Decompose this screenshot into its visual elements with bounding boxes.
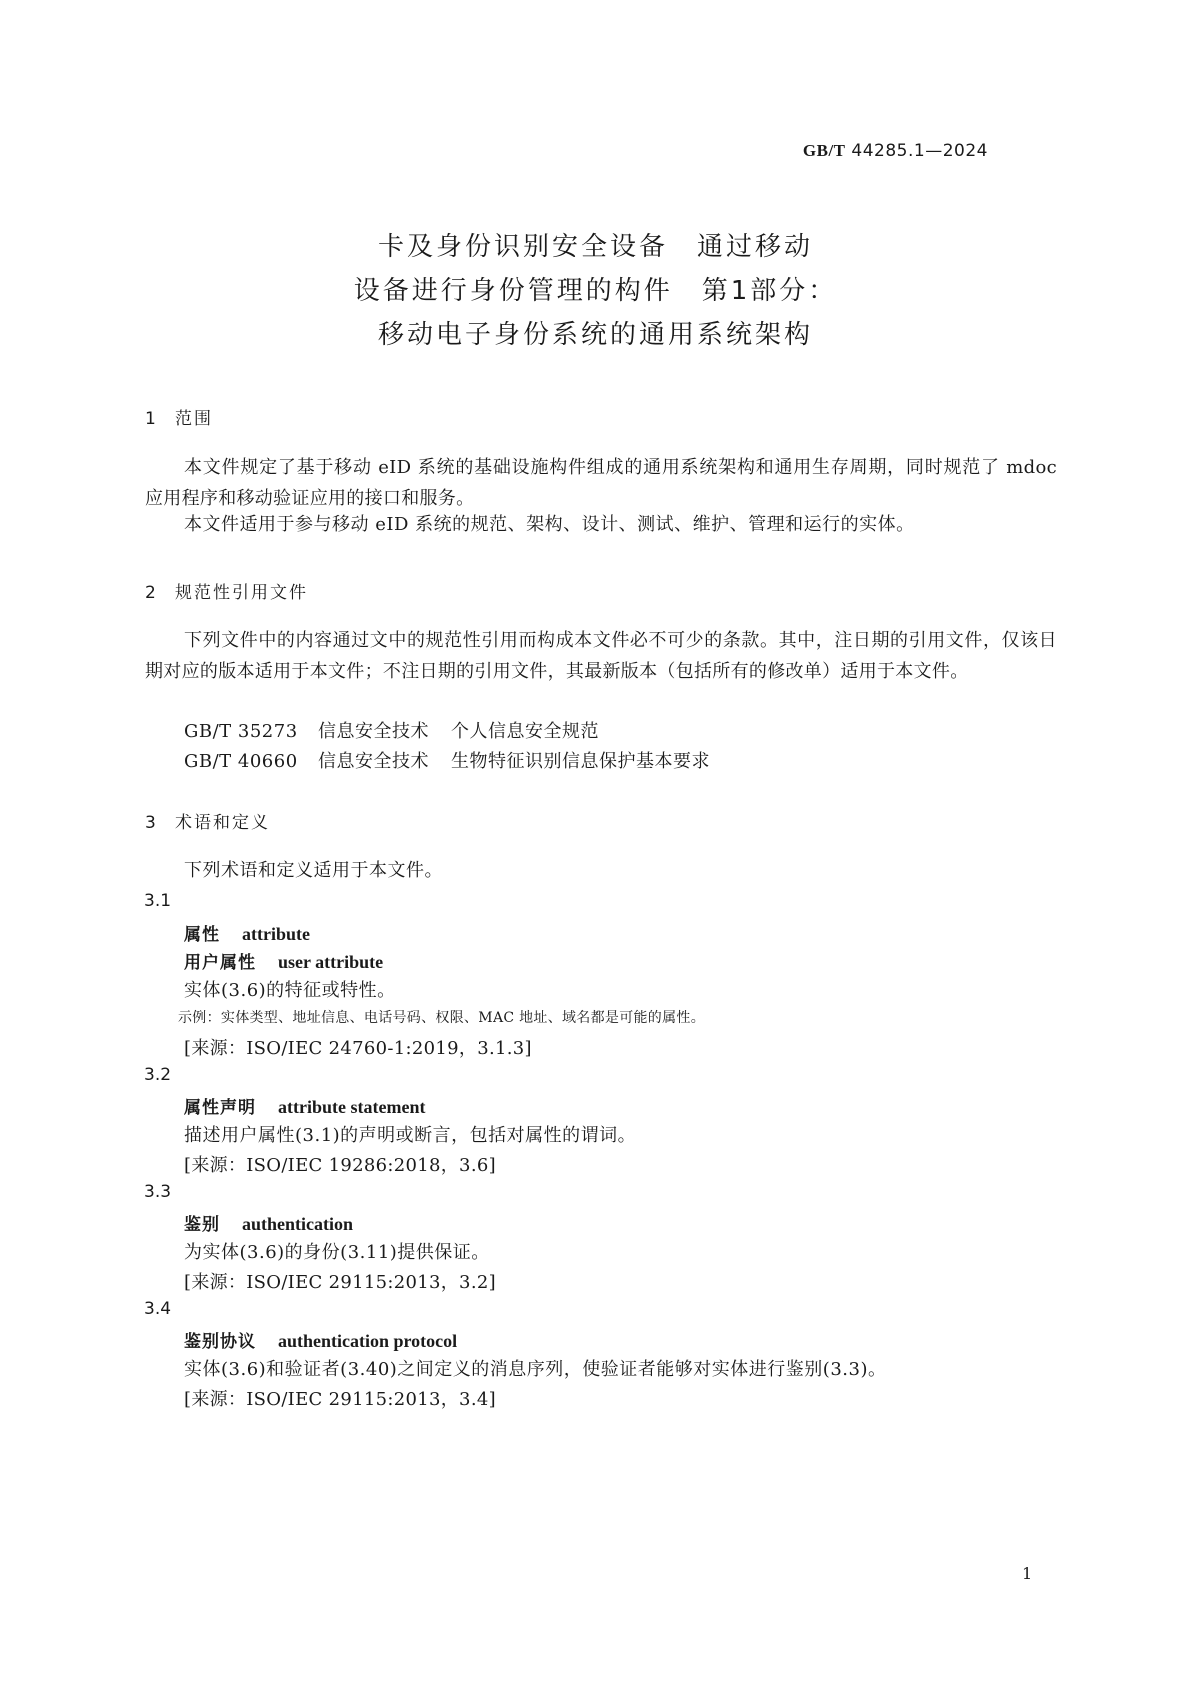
title-line-3: 移动电子身份系统的通用系统架构 bbox=[377, 320, 813, 350]
term-source: [来源：ISO/IEC 24760-1:2019，3.1.3] bbox=[184, 1038, 532, 1059]
reference-code: GB/T 40660 bbox=[184, 751, 298, 772]
standard-number: 44285.1—2024 bbox=[851, 141, 988, 161]
term-en: authentication protocol bbox=[278, 1331, 458, 1351]
term-zh: 鉴别协议 bbox=[184, 1332, 256, 1352]
term-entry bbox=[184, 1327, 457, 1352]
term-entry bbox=[184, 1210, 353, 1235]
normative-paragraph: 下列文件中的内容通过文中的规范性引用而构成本文件必不可少的条款。其中，注日期的引用文件，仅该日期对应的版本适用于本文件；不注日期的引用文件，其最新版本（包括所有的修改单）适用于本文件。 bbox=[145, 630, 1057, 682]
section-number: 1 bbox=[145, 409, 158, 429]
term-source: [来源：ISO/IEC 29115:2013，3.4] bbox=[184, 1389, 496, 1410]
term-definition: 为实体(3.6)的身份(3.11)提供保证。 bbox=[184, 1242, 490, 1263]
scope-paragraph-1: 本文件规定了基于移动 eID 系统的基础设施构件组成的通用系统架构和通用生存周期，同时规范了 mdoc 应用程序和移动验证应用的接口和服务。 bbox=[145, 457, 1057, 509]
term-number: 3.2 bbox=[144, 1065, 172, 1085]
term-zh: 属性 bbox=[184, 925, 220, 945]
standard-prefix: GB/T bbox=[802, 141, 846, 160]
reference-title: 个人信息安全规范 bbox=[451, 721, 599, 742]
term-entry bbox=[184, 920, 310, 945]
term-number: 3.1 bbox=[144, 891, 172, 911]
term-definition: 实体(3.6)的特征或特性。 bbox=[184, 980, 396, 1001]
term-source: [来源：ISO/IEC 19286:2018，3.6] bbox=[184, 1155, 496, 1176]
section-1-heading bbox=[145, 404, 213, 429]
term-zh-alt: 用户属性 bbox=[184, 953, 256, 973]
section-title: 范围 bbox=[175, 409, 213, 429]
section-2-heading bbox=[145, 578, 308, 603]
term-zh: 属性声明 bbox=[184, 1098, 256, 1118]
terms-intro: 下列术语和定义适用于本文件。 bbox=[184, 860, 443, 881]
term-definition: 描述用户属性(3.1)的声明或断言，包括对属性的谓词。 bbox=[184, 1125, 637, 1146]
section-number: 3 bbox=[145, 813, 158, 833]
section-3-heading bbox=[145, 808, 270, 833]
reference-row bbox=[184, 747, 710, 773]
reference-category: 信息安全技术 bbox=[318, 721, 429, 742]
term-source: [来源：ISO/IEC 29115:2013，3.2] bbox=[184, 1272, 496, 1293]
term-en-alt: user attribute bbox=[278, 952, 384, 972]
term-number: 3.3 bbox=[144, 1182, 172, 1202]
term-synonym bbox=[184, 948, 383, 973]
reference-code: GB/T 35273 bbox=[184, 721, 298, 742]
reference-category: 信息安全技术 bbox=[318, 751, 429, 772]
section-title: 规范性引用文件 bbox=[175, 583, 308, 603]
title-line-1: 卡及身份识别安全设备 通过移动 bbox=[377, 232, 813, 262]
term-en: attribute statement bbox=[278, 1097, 426, 1117]
term-number: 3.4 bbox=[144, 1299, 172, 1319]
section-number: 2 bbox=[145, 583, 158, 603]
scope-paragraph-2: 本文件适用于参与移动 eID 系统的规范、架构、设计、测试、维护、管理和运行的实体。 bbox=[184, 514, 915, 535]
title-line-2: 设备进行身份管理的构件 第1部分： bbox=[353, 276, 838, 306]
term-definition: 实体(3.6)和验证者(3.40)之间定义的消息序列，使验证者能够对实体进行鉴别(3.3)。 bbox=[184, 1359, 887, 1380]
reference-row bbox=[184, 717, 599, 743]
page-number: 1 bbox=[1022, 1564, 1033, 1583]
example-label: 示例： bbox=[178, 1010, 221, 1026]
term-en: authentication bbox=[242, 1214, 354, 1234]
reference-title: 生物特征识别信息保护基本要求 bbox=[451, 751, 710, 772]
section-title: 术语和定义 bbox=[175, 813, 270, 833]
term-en: attribute bbox=[242, 924, 310, 944]
term-entry bbox=[184, 1093, 425, 1118]
term-example bbox=[178, 1007, 705, 1027]
term-zh: 鉴别 bbox=[184, 1215, 220, 1235]
example-text: 实体类型、地址信息、电话号码、权限、MAC 地址、域名都是可能的属性。 bbox=[220, 1010, 706, 1026]
standard-code bbox=[803, 141, 988, 161]
